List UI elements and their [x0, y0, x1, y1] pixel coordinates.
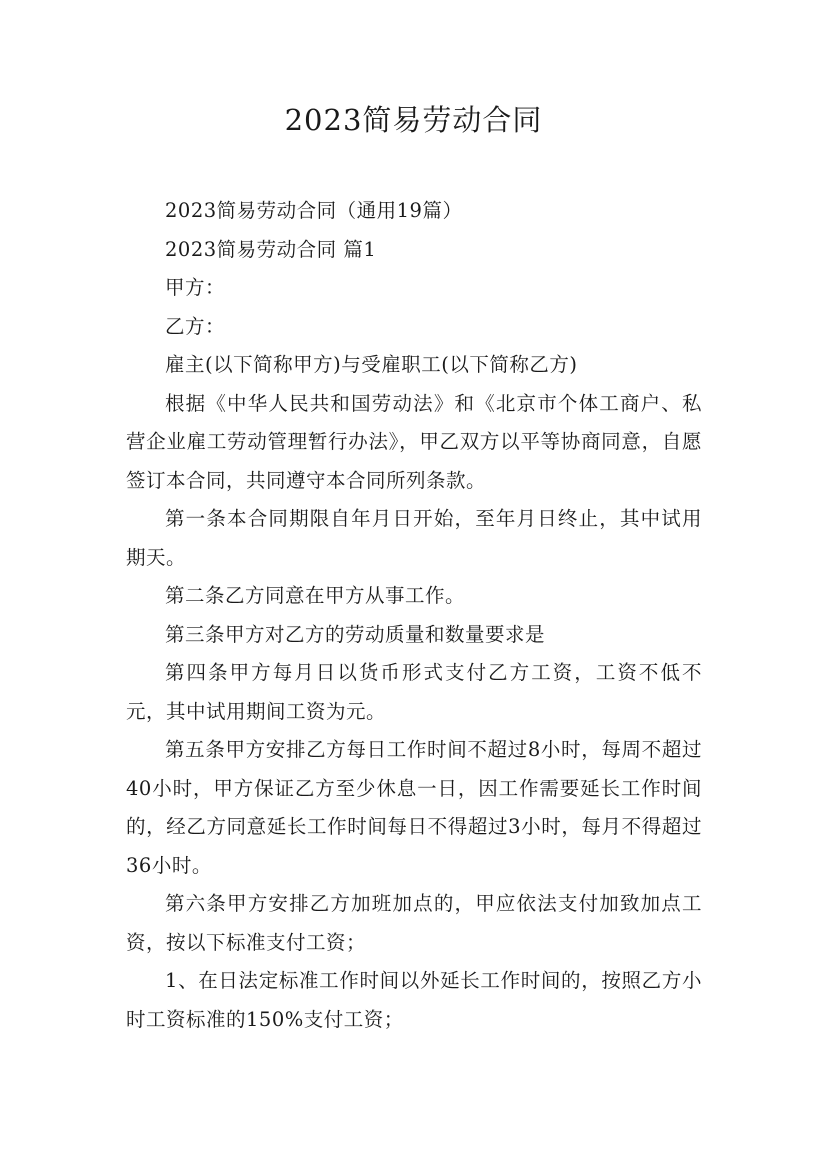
paragraph: 根据《中华人民共和国劳动法》和《北京市个体工商户、私营企业雇工劳动管理暂行办法》，甲乙双方以平等协商同意，自愿签订本合同，共同遵守本合同所列条款。 — [126, 391, 702, 492]
paragraph: 第二条乙方同意在甲方从事工作。 — [165, 584, 466, 607]
paragraph: 甲方： — [165, 276, 226, 299]
paragraph: 乙方： — [165, 314, 226, 338]
paragraph: 第五条甲方安排乙方每日工作时间不超过8小时，每周不超过40小时，甲方保证乙方至少休息一日，因工作需要延长工作时间的，经乙方同意延长工作时间每日不得超过3小时，每月不得超过36小时。 — [126, 738, 702, 877]
paragraph: 2023简易劳动合同 篇1 — [165, 237, 377, 261]
paragraph: 第四条甲方每月日以货币形式支付乙方工资，工资不低不元，其中试用期间工资为元。 — [126, 661, 702, 723]
paragraph: 第三条甲方对乙方的劳动质量和数量要求是 — [165, 622, 546, 646]
document-body — [126, 192, 702, 1039]
document-title: 2023简易劳动合同 — [284, 103, 543, 137]
paragraph: 第六条甲方安排乙方加班加点的，甲应依法支付加致加点工资，按以下标准支付工资； — [126, 892, 702, 954]
paragraph: 第一条本合同期限自年月日开始，至年月日终止，其中试用期天。 — [126, 507, 702, 569]
paragraph: 雇主(以下简称甲方)与受雇职工(以下简称乙方) — [165, 353, 578, 376]
paragraph: 1、在日法定标准工作时间以外延长工作时间的，按照乙方小时工资标准的150%支付工资； — [126, 969, 702, 1031]
paragraph: 2023简易劳动合同（通用19篇） — [165, 199, 463, 222]
